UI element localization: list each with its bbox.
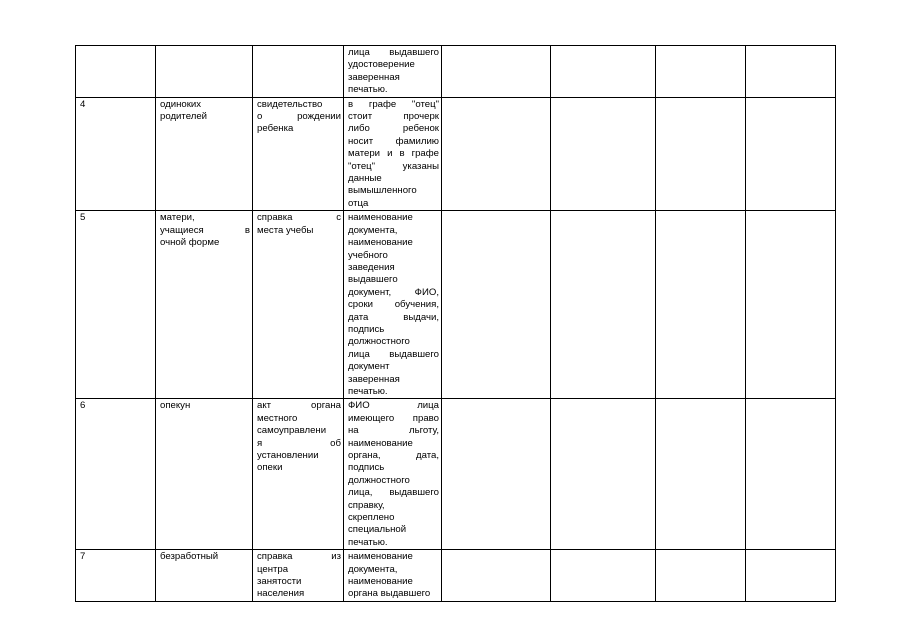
requisites-line: данные	[348, 173, 382, 185]
document-line: местного	[257, 412, 298, 424]
cell-document	[253, 97, 344, 211]
document-line: я об	[257, 437, 341, 449]
empty-cell	[551, 211, 656, 399]
requisites-line: заверенная	[348, 373, 400, 385]
requisites-line: вымышленного	[348, 185, 417, 197]
requisites-line: удостоверение	[348, 59, 415, 71]
empty-cell	[656, 46, 746, 98]
category-line: родителей	[160, 111, 208, 123]
requisites-line: ФИО лица	[348, 400, 439, 412]
empty-cell	[746, 399, 836, 550]
cell-requisites	[344, 46, 442, 98]
requisites-line: лица, выдавшего	[348, 487, 439, 499]
requisites-line: носит фамилию	[348, 135, 439, 147]
requisites-line: наименование	[348, 576, 413, 588]
cell-category	[156, 550, 253, 602]
empty-cell	[551, 46, 656, 98]
requisites-line: органа, дата,	[348, 450, 439, 461]
cell-document	[253, 550, 344, 602]
cell-document	[253, 211, 344, 399]
empty-cell	[746, 211, 836, 399]
category-line: опекун	[160, 400, 191, 412]
cell-requisites	[344, 550, 442, 602]
requisites-line: скреплено	[348, 512, 395, 524]
table-row	[76, 97, 836, 211]
table-row	[76, 399, 836, 550]
category-line: одиноких	[160, 98, 202, 110]
document-line: самоуправлени	[257, 425, 327, 437]
document-line: о рождении	[257, 111, 341, 123]
document-line: ребенка	[257, 123, 294, 135]
empty-cell	[656, 97, 746, 211]
cell-requisites	[344, 211, 442, 399]
requisites-line: либо ребенок	[348, 123, 439, 135]
requisites-line: подпись	[348, 323, 385, 335]
cell-document	[253, 46, 344, 98]
document-line: занятости	[257, 576, 302, 588]
category-line: безработный	[160, 551, 219, 563]
empty-cell	[442, 399, 551, 550]
document-line: справка из	[257, 551, 341, 563]
empty-cell	[551, 399, 656, 550]
document-line: справка с	[257, 212, 341, 224]
category-line: очной форме	[160, 237, 220, 249]
benefits-table	[75, 45, 836, 602]
requisites-line: справку,	[348, 499, 385, 511]
requisites-line: должностного	[348, 474, 410, 486]
requisites-line: лица выдавшего	[348, 47, 439, 58]
requisites-line: наименование	[348, 212, 413, 224]
requisites-line: должностного	[348, 336, 410, 348]
empty-cell	[442, 211, 551, 399]
cell-category	[156, 211, 253, 399]
empty-cell	[442, 550, 551, 602]
requisites-line: заверенная	[348, 71, 400, 83]
empty-cell	[551, 550, 656, 602]
cell-requisites	[344, 399, 442, 550]
row-number: 7	[76, 550, 156, 602]
cell-category	[156, 46, 253, 98]
requisites-line: наименование	[348, 237, 413, 249]
requisites-line: документ, ФИО,	[348, 286, 439, 298]
row-number	[76, 46, 156, 98]
document-line: населения	[257, 588, 305, 600]
requisites-line: учебного	[348, 249, 388, 261]
document-line: установлении	[257, 450, 319, 461]
requisites-line: печатью.	[348, 84, 388, 96]
requisites-line: органа выдавшего	[348, 588, 431, 600]
cell-category	[156, 399, 253, 550]
requisites-line: дата выдачи,	[348, 311, 439, 323]
empty-cell	[551, 97, 656, 211]
empty-cell	[442, 46, 551, 98]
document-line: центра	[257, 563, 289, 575]
requisites-line: наименование	[348, 437, 413, 449]
requisites-line: подпись	[348, 462, 385, 474]
empty-cell	[746, 550, 836, 602]
cell-requisites	[344, 97, 442, 211]
document-line: акт органа	[257, 400, 341, 412]
requisites-line: отца	[348, 197, 369, 209]
requisites-line: в графе "отец"	[348, 98, 439, 110]
empty-cell	[442, 97, 551, 211]
category-line: учащиеся в	[160, 224, 250, 236]
table-row	[76, 550, 836, 602]
row-number: 6	[76, 399, 156, 550]
cell-document	[253, 399, 344, 550]
requisites-line: печатью.	[348, 536, 388, 548]
table-body	[76, 46, 836, 602]
requisites-line: стоит прочерк	[348, 111, 439, 123]
empty-cell	[656, 550, 746, 602]
requisites-line: наименование	[348, 551, 413, 563]
requisites-line: имеющего право	[348, 412, 439, 424]
row-number: 4	[76, 97, 156, 211]
empty-cell	[656, 211, 746, 399]
empty-cell	[656, 399, 746, 550]
requisites-line: документа,	[348, 224, 398, 236]
requisites-line: матери и в графе	[348, 148, 439, 160]
document-line: места учебы	[257, 224, 314, 236]
requisites-line: печатью.	[348, 385, 388, 397]
requisites-line: сроки обучения,	[348, 299, 439, 311]
empty-cell	[746, 46, 836, 98]
table-row	[76, 46, 836, 98]
requisites-line: документ	[348, 361, 390, 373]
document-line: свидетельство	[257, 98, 323, 110]
requisites-line: "отец" указаны	[348, 160, 439, 172]
category-line: матери,	[160, 212, 195, 224]
table-row	[76, 211, 836, 399]
requisites-line: лица выдавшего	[348, 348, 439, 360]
requisites-line: документа,	[348, 563, 398, 575]
row-number: 5	[76, 211, 156, 399]
cell-category	[156, 97, 253, 211]
requisites-line: специальной	[348, 524, 407, 536]
empty-cell	[746, 97, 836, 211]
requisites-line: на льготу,	[348, 425, 439, 437]
document-line: опеки	[257, 462, 283, 474]
requisites-line: выдавшего	[348, 274, 398, 286]
requisites-line: заведения	[348, 261, 395, 273]
